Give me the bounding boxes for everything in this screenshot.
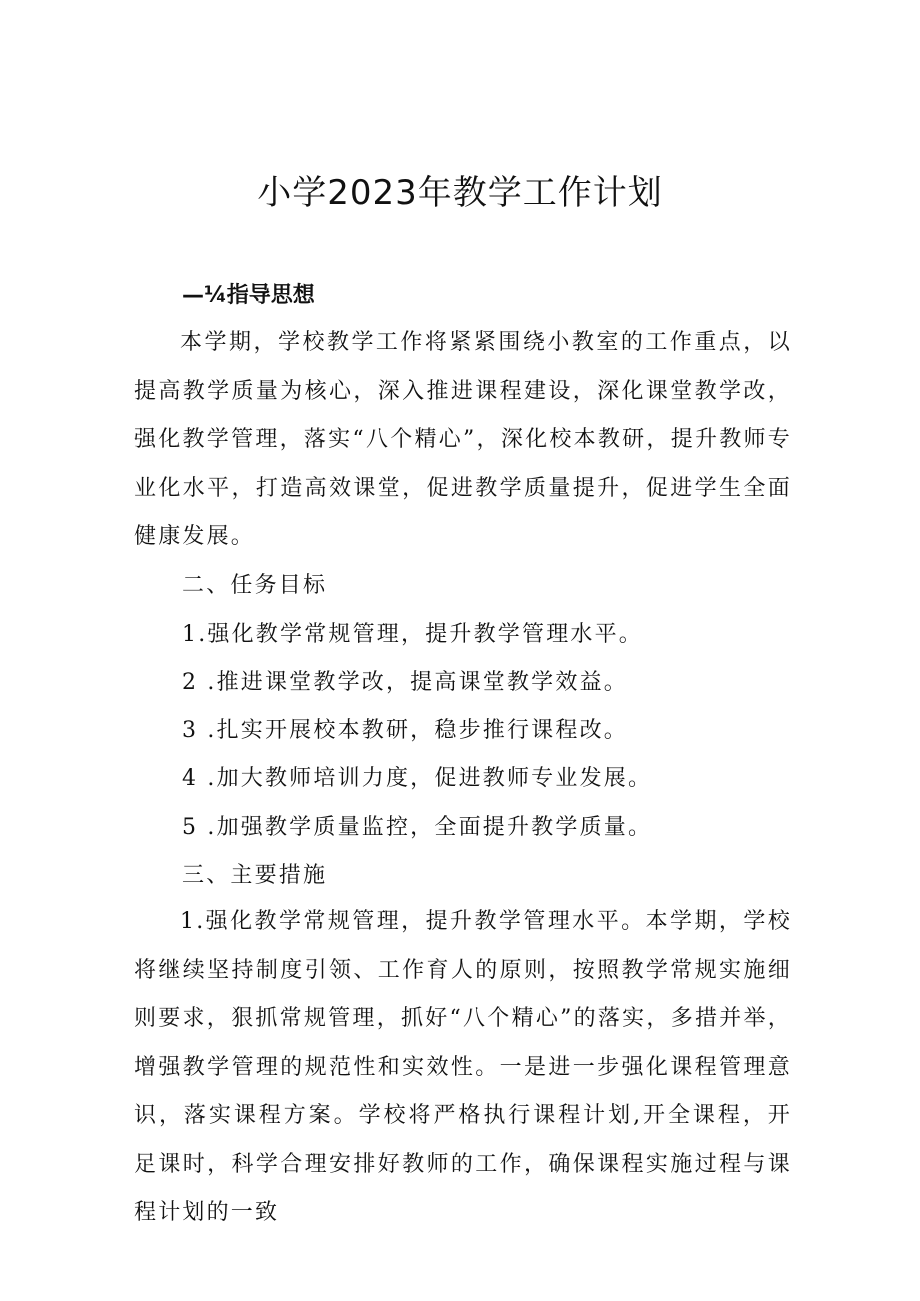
list-item-goal-4: 4 .加大教师培训力度，促进教师专业发展。 — [182, 766, 653, 791]
document-title: 小学2023年教学工作计划 — [257, 173, 663, 213]
list-item-goal-2: 2 .推进课堂教学改，提高课堂教学效益。 — [182, 670, 628, 695]
section-heading-task-goals: 二、任务目标 — [182, 573, 328, 598]
paragraph-guiding-ideology: 本学期，学校教学工作将紧紧围绕小教室的工作重点，以提高教学质量为核心，深入推进课程建设，深化课堂教学改，强化教学管理，落实“八个精心”，深化校本教研，提升教师专业化水平，打造高效课堂，促进教学质量提升，促进学生全面健康发展。 — [134, 330, 792, 549]
list-item-goal-3: 3 .扎实开展校本教研，稳步推行课程改。 — [182, 718, 628, 743]
section-heading-main-measures: 三、主要措施 — [182, 863, 328, 888]
paragraph-main-measures: 1.强化教学常规管理，提升教学管理水平。本学期，学校将继续坚持制度引领、工作育人的原则，按照教学常规实施细则要求，狠抓常规管理，抓好“八个精心”的落实，多措并举，增强教学管理的规范性和实效性。一是进一步强化课程管理意识，落实课程方案。学校将严格执行课程计划,开全课程，开足课时，科学合理安排好教师的工作，确保课程实施过程与课程计划的一致 — [134, 909, 792, 1225]
list-item-goal-1: 1.强化教学常规管理，提升教学管理水平。 — [182, 622, 643, 647]
list-item-goal-5: 5 .加强教学质量监控，全面提升教学质量。 — [182, 815, 653, 840]
section-heading-guiding-ideology: —¼指导思想 — [182, 283, 315, 308]
